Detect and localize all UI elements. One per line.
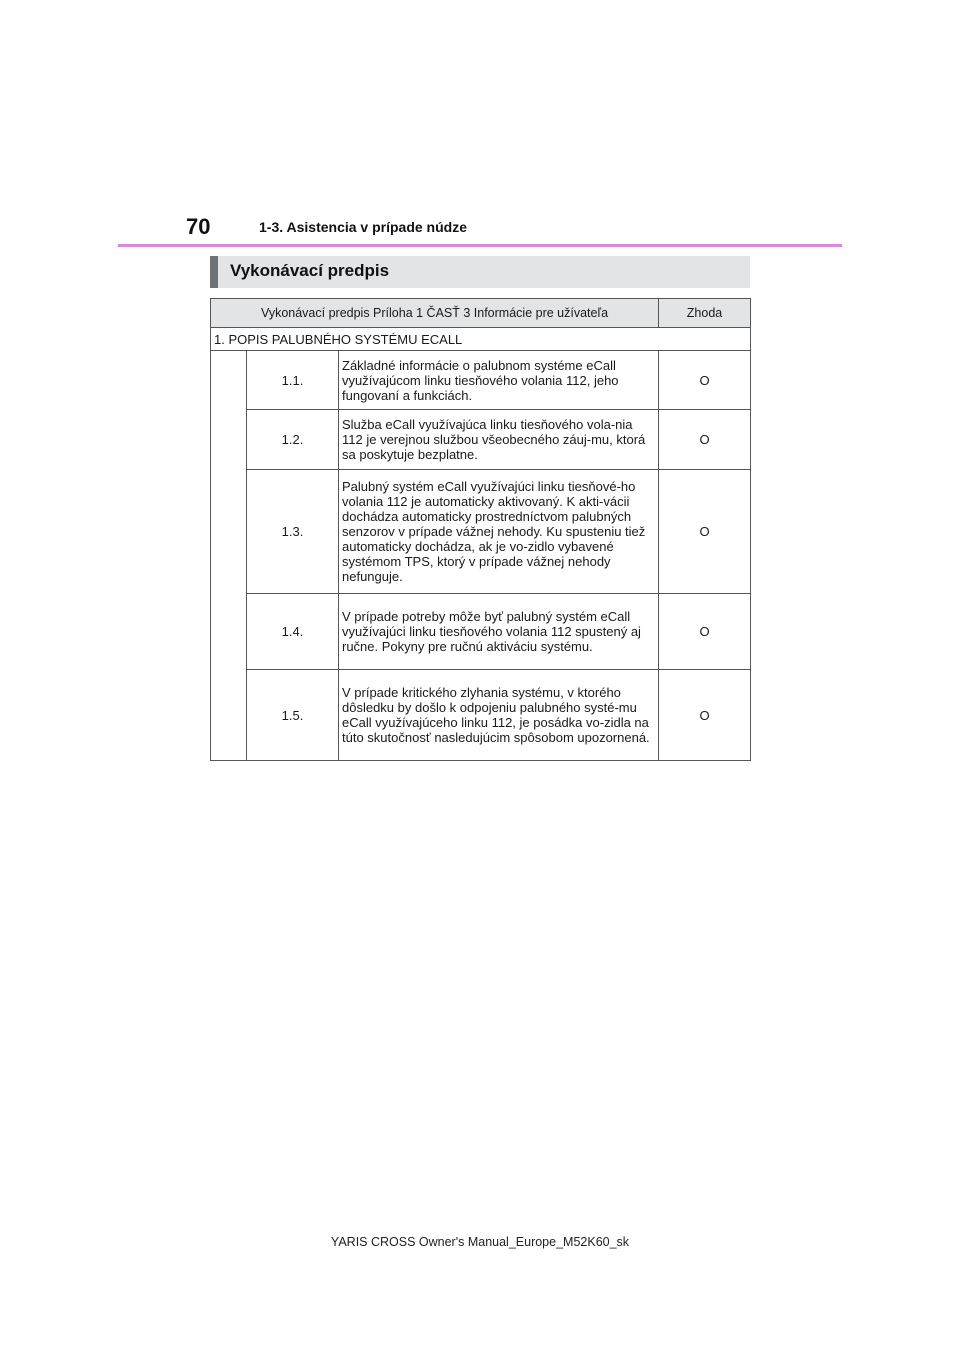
header-rule xyxy=(118,244,842,247)
regulation-table xyxy=(210,298,751,761)
page-number: 70 xyxy=(186,214,211,239)
row-text: V prípade potreby môže byť palubný systém eCall využívajúci linku tiesňového volania 112 spustený aj ručne. Pokyny pre ručnú aktiváciu systému. xyxy=(339,594,659,670)
table-group-row xyxy=(211,328,751,351)
section-title: 1-3. Asistencia v prípade núdze xyxy=(259,219,467,235)
row-compliance: O xyxy=(659,670,751,761)
row-number: 1.4. xyxy=(247,594,339,670)
table-row xyxy=(211,470,751,594)
row-compliance: O xyxy=(659,594,751,670)
row-compliance: O xyxy=(659,410,751,470)
table-header-row xyxy=(211,299,751,328)
row-number: 1.2. xyxy=(247,410,339,470)
heading-text: Vykonávací predpis xyxy=(230,261,390,280)
row-number: 1.3. xyxy=(247,470,339,594)
row-text: Služba eCall využívajúca linku tiesňového vola-nia 112 je verejnou službou všeobecného záuj-mu, ktorá sa poskytuje bezplatne. xyxy=(339,410,659,470)
row-text: V prípade kritického zlyhania systému, v ktorého dôsledku by došlo k odpojeniu palubného systé-mu eCall využívajúceho linku 112, je posádka vo-zidla na túto skutočnosť nasledujúcim spôsobom upozornená. xyxy=(339,670,659,761)
indent-cell xyxy=(211,351,247,761)
table-row xyxy=(211,410,751,470)
table-row xyxy=(211,594,751,670)
row-compliance: O xyxy=(659,470,751,594)
row-text: Základné informácie o palubnom systéme eCall využívajúcom linku tiesňového volania 112, jeho fungovaní a funkciách. xyxy=(339,351,659,410)
column-header-compliance: Zhoda xyxy=(659,299,751,328)
row-text: Palubný systém eCall využívajúci linku tiesňové-ho volania 112 je automaticky aktivovaný. K akti-vácii dochádza automaticky prostredníctvom palubných senzorov v prípade vážnej nehody. Ku spusteniu tiež automaticky dochádza, ak je vo-zidlo vybavené systémom TPS, ktorý v prípade vážnej nehody nefunguje. xyxy=(339,470,659,594)
table-row xyxy=(211,670,751,761)
table-row xyxy=(211,351,751,410)
row-compliance: O xyxy=(659,351,751,410)
row-number: 1.5. xyxy=(247,670,339,761)
section-heading xyxy=(210,256,750,288)
group-title: 1. POPIS PALUBNÉHO SYSTÉMU ECALL xyxy=(211,328,751,351)
column-header-regulation: Vykonávací predpis Príloha 1 ČASŤ 3 Informácie pre užívateľa xyxy=(211,299,659,328)
footer-text: YARIS CROSS Owner's Manual_Europe_M52K60_sk xyxy=(330,1235,630,1249)
row-number: 1.1. xyxy=(247,351,339,410)
